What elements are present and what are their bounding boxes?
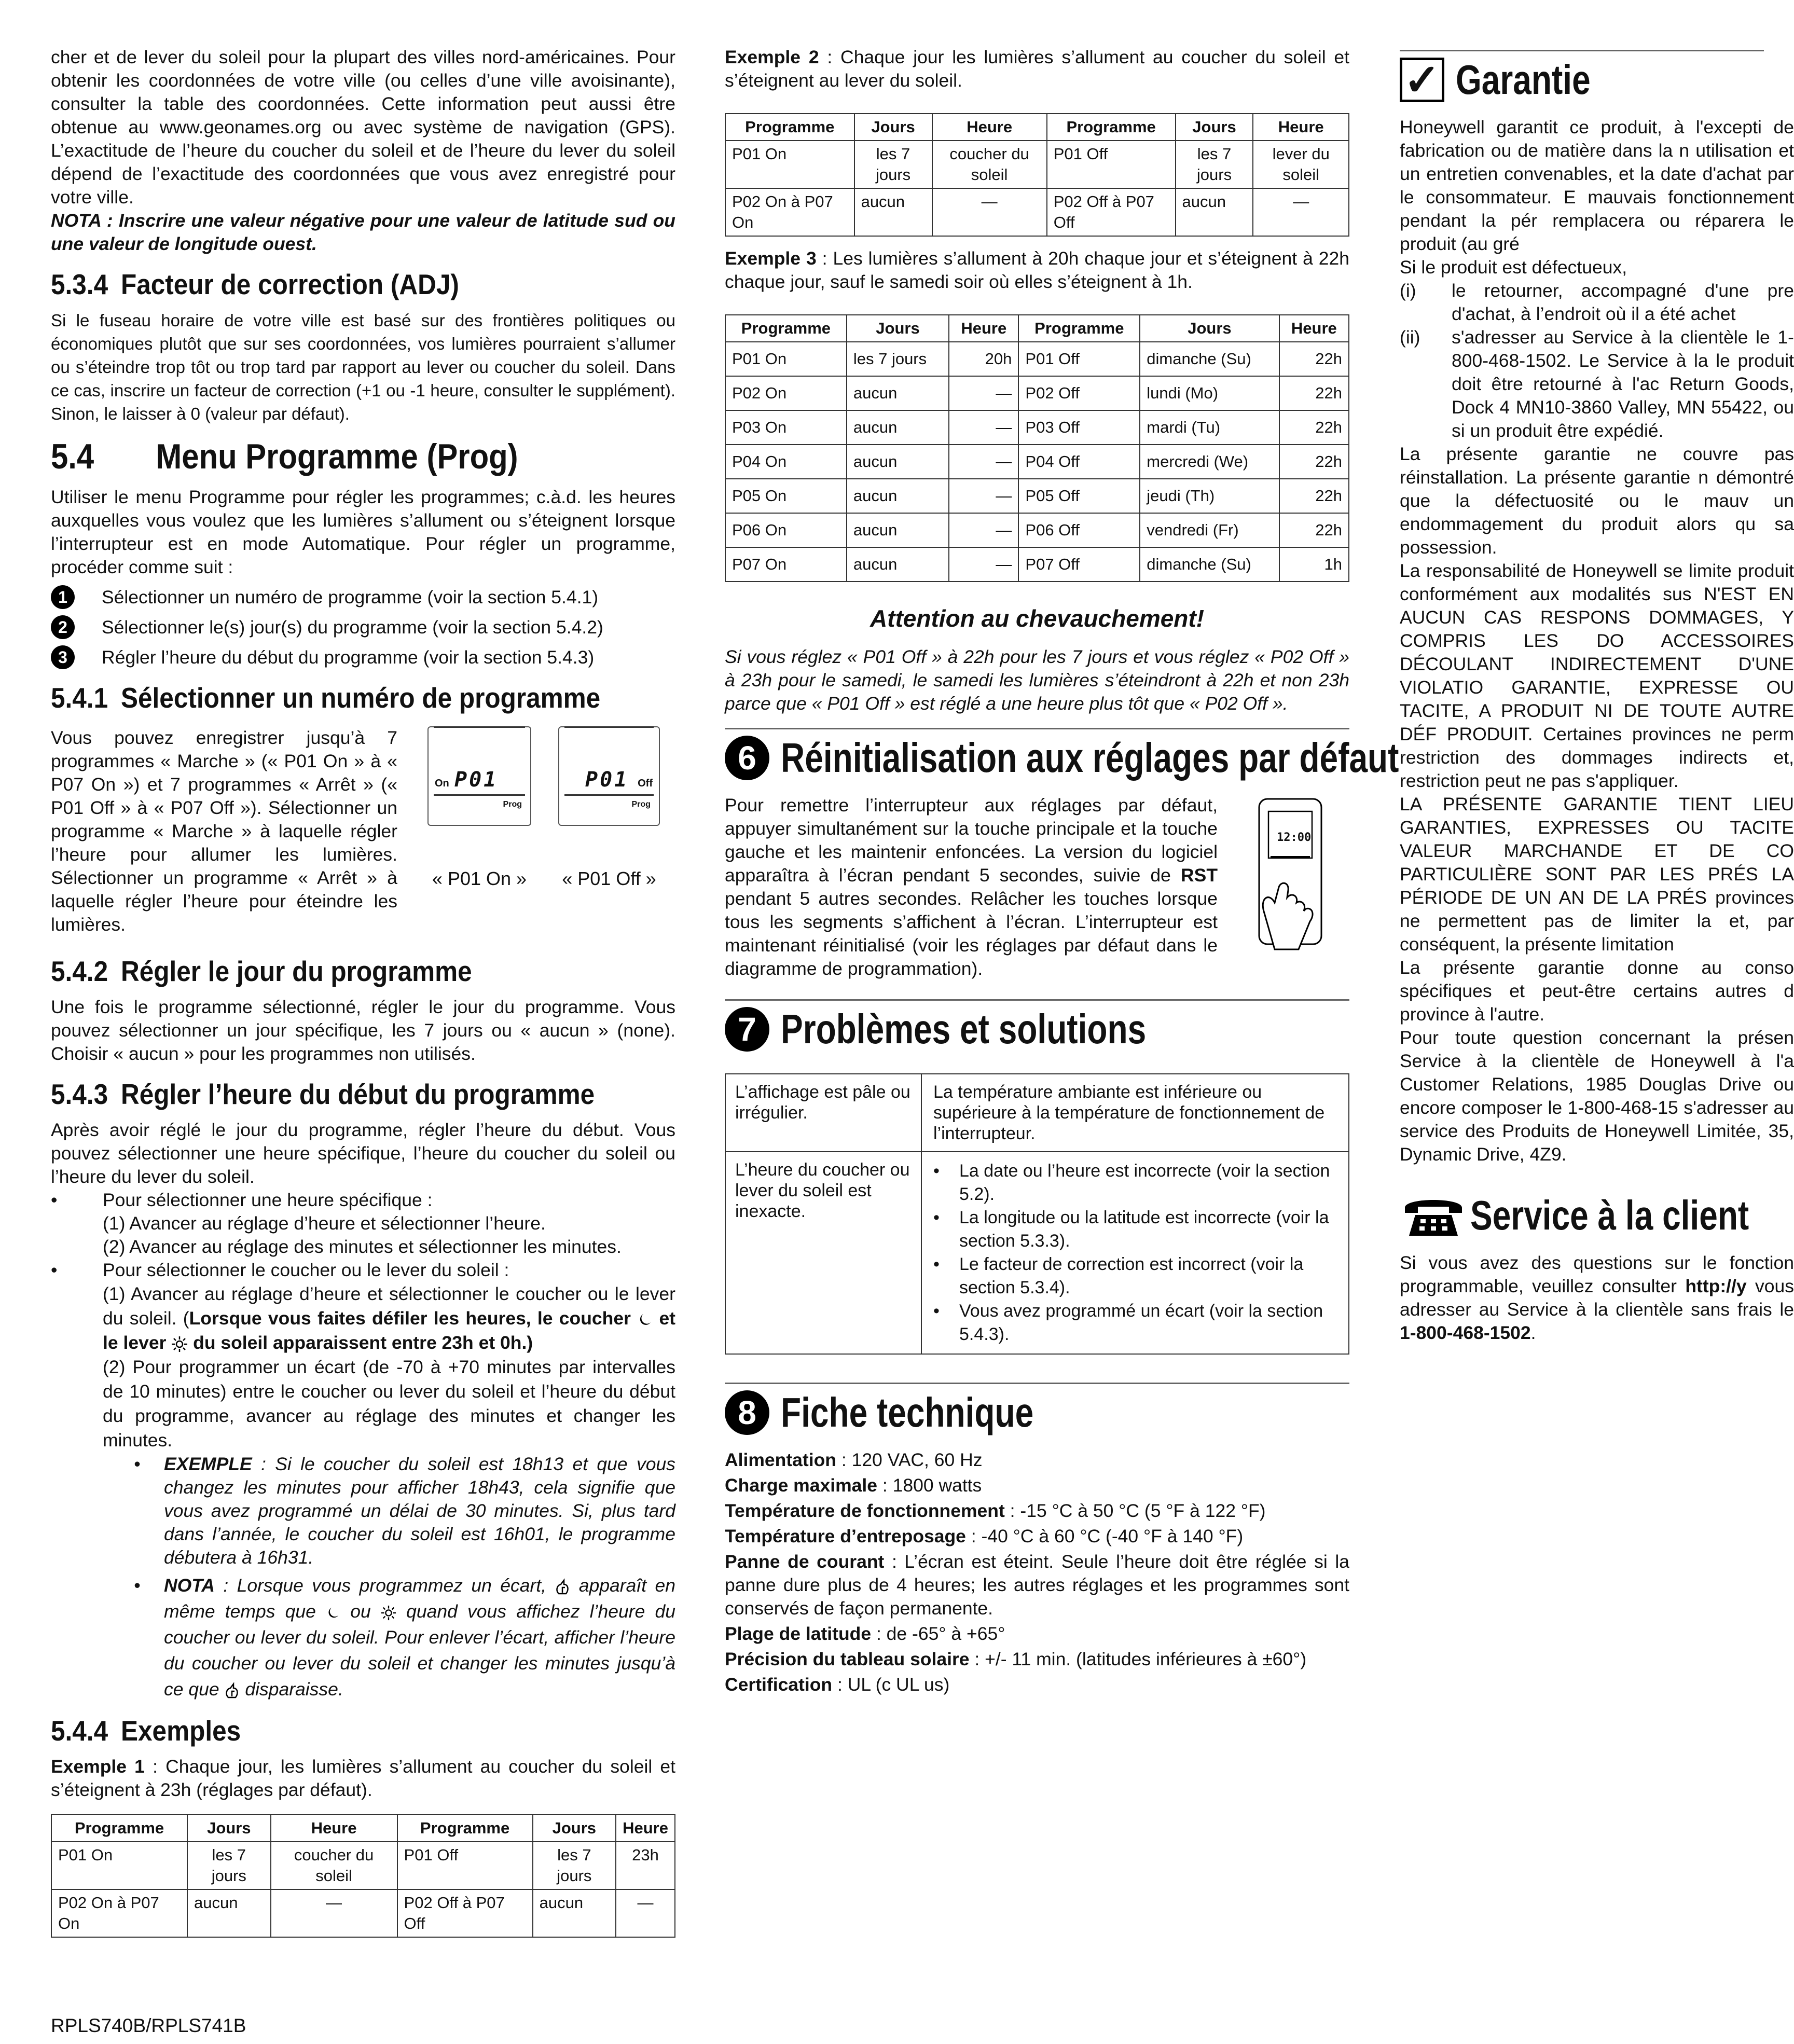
table-row (725, 342, 1349, 376)
warranty-paragraph: La présente garantie ne couvre pas réinstallation. La présente garantie n démontré que la défectuosité ou le mauv un endommagement du produit alors qu sa possession. (1400, 444, 1794, 558)
overlap-warning-title: Attention au chevauchement! (870, 605, 1205, 632)
table-cell: P06 On (725, 513, 847, 547)
table-cell: — (1253, 188, 1349, 236)
table-cell: P01 On (725, 342, 847, 376)
spec-value: : L’écran est éteint. Seule l’heure doit être réglée si la panne dure plus de 4 heures; les autres réglages et les programmes sont conservés de façon permanente. (725, 1551, 1349, 1619)
nota-text: quand vous affichez l’heure du coucher ou lever du soleil. Pour enlever l’écart, afficher l’heure du coucher ou lever du soleil et changer les minutes jusqu’à ce que (164, 1601, 675, 1700)
section-542-text: Une fois le programme sélectionné, régler le jour du programme. Vous pouvez sélectionner un jour spécifique, les 7 jours ou « aucun » (none). Choisir « aucun » pour les programmes non utilisés. (51, 997, 675, 1064)
table-cell: 22h (1279, 513, 1349, 547)
table-cell: — (949, 410, 1018, 445)
solution-text: La date ou l’heure est incorrecte (voir la section 5.2). (959, 1161, 1330, 1204)
device-hand-illustration (1249, 794, 1332, 980)
solution-text: La longitude ou la latitude est incorrecte (voir la section 5.3.3). (959, 1208, 1329, 1251)
rst-label: RST (1181, 865, 1218, 886)
table-cell: P04 Off (1018, 445, 1140, 479)
table-cell: P02 Off à P07 Off (1047, 188, 1176, 236)
table-cell: — (949, 513, 1018, 547)
table-cell: P02 Off (1018, 376, 1140, 410)
table-row (725, 141, 1349, 188)
section-title: Facteur de correction (ADJ) (121, 268, 459, 300)
example-1-table (51, 1814, 675, 1938)
warranty-item (1400, 326, 1794, 443)
bullet-item: • Pour sélectionner une heure spécifique : (51, 1189, 675, 1212)
warranty-paragraph: La responsabilité de Honeywell se limite produit conformément aux modalités sus N'EST EN AUCUN CAS RESPONS DOMMAGES, Y COMPRIS LES DO ACCESSOIRES DÉCOULANT INDIRECTEMENT D'UNE VIOLATIO GARANTIE, EXPRESSE OU TACITE, A PRODUIT NI DE TOUTE AUTRE DÉF PRODUIT. Certaines provinces ne perm restriction des dommages indirects et, restriction peut ne pas s'appliquer. (1400, 560, 1794, 791)
warranty-heading (1400, 50, 1764, 103)
spec-label: Précision du tableau solaire (725, 1649, 970, 1669)
table-header: Heure (616, 1815, 675, 1842)
step-number-icon: 3 (51, 645, 75, 669)
table-cell: aucun (847, 445, 949, 479)
section-6-heading (725, 728, 1399, 781)
step-text: Sélectionner le(s) jour(s) du programme (voir la section 5.4.2) (102, 616, 603, 638)
bullet-item: • Pour sélectionner le coucher ou le lever du soleil : (51, 1259, 675, 1282)
section-8-heading (725, 1383, 1349, 1436)
table-header: Jours (1140, 315, 1279, 342)
nota-label: NOTA (164, 1575, 215, 1596)
lcd-digits: P01 (454, 768, 499, 792)
service-text (1400, 1251, 1794, 1345)
table-cell: P02 Off à P07 Off (397, 1889, 533, 1937)
table-cell: P03 On (725, 410, 847, 445)
section-534-text: Si le fuseau horaire de votre ville est basé sur des frontières politiques ou économiques plutôt que sur ses coordonnées, vos lumières pourraient s’allumer ou s’éteindre trop tôt ou trop tard par rapport au lever ou coucher du soleil. Dans ce cas, inscrire un facteur de correction (+1 ou -1 heure, consulter le supplément). Sinon, le laisser à 0 (valeur par défaut). (51, 311, 675, 423)
item-label: (i) (1400, 280, 1416, 301)
spec-value: : -15 °C à 50 °C (5 °F à 122 °F) (1004, 1500, 1266, 1521)
table-cell: aucun (847, 376, 949, 410)
table-row (725, 1152, 1349, 1354)
table-cell: 22h (1279, 479, 1349, 513)
bullet-line: (1) Avancer au réglage d’heure et sélectionner le coucher ou le lever du soleil. ( (103, 1283, 675, 1329)
bullet-text: Pour sélectionner le coucher ou le lever du soleil : (103, 1260, 509, 1280)
warranty-paragraph: La présente garantie donne au conso spécifiques et peut-être certains autres d province à l'autre. (1400, 957, 1794, 1025)
bullet-text: Pour sélectionner une heure spécifique : (103, 1190, 433, 1210)
column-2 (725, 46, 1399, 1698)
spec-label: Panne de courant (725, 1551, 885, 1572)
spec-item (725, 1499, 1349, 1523)
solution-item: • La longitude ou la latitude est incorrecte (voir la section 5.3.3). (933, 1206, 1337, 1253)
table-cell: 20h (949, 342, 1018, 376)
table-cell: P02 On à P07 On (51, 1889, 187, 1937)
example-label: Exemple 1 (51, 1756, 145, 1777)
example-label: Exemple 2 (725, 47, 819, 67)
warranty-item (1400, 279, 1794, 326)
item-label: (ii) (1400, 327, 1420, 348)
lcd-tag: Prog (631, 800, 651, 809)
step-number-icon: 2 (51, 615, 75, 639)
table-row (725, 376, 1349, 410)
device-hand-icon (1249, 794, 1332, 970)
table-header: Jours (847, 315, 949, 342)
example-1-text (51, 1755, 675, 1802)
table-cell: aucun (854, 188, 932, 236)
lcd-captions (427, 863, 675, 891)
table-cell: jeudi (Th) (1140, 479, 1279, 513)
section-6-body (725, 794, 1349, 980)
spec-label: Température de fonctionnement (725, 1500, 1005, 1521)
spec-value: : +/- 11 min. (latitudes inférieures à ±60°) (969, 1649, 1307, 1669)
example-3-table (725, 314, 1349, 582)
table-cell: 22h (1279, 445, 1349, 479)
table-row (725, 445, 1349, 479)
section-541-heading (51, 680, 613, 716)
nota-text: NOTA : Inscrire une valeur négative pour une valeur de latitude sud ou une valeur de longitude ouest. (51, 210, 675, 254)
intro-paragraph: cher et de lever du soleil pour la plupart des villes nord-américaines. Pour obtenir les coordonnées de votre ville (ou celles d’une ville avoisinante), consulter la table des coordonnées. Cette information peut aussi être obtenue au www.geonames.org ou avec système de navigation (GPS). L’exactitude de l’heure du coucher du soleil et de l’heure du lever du soleil dépend de l’exactitude des coordonnées que vous avez enregistré pour votre ville. (51, 47, 675, 208)
bullet-sub (103, 1282, 675, 1453)
item-text: le retourner, accompagné d'une pre d'achat, à l’endroit où il a été achet (1452, 280, 1794, 324)
text-run: vous adresser au Service à la clientèle sans frais le (1400, 1276, 1794, 1320)
table-row (725, 188, 1349, 236)
item-text: s'adresser au Service à la clientèle le 1-800-468-1502. Le Service à la le produit doit être retourné à l'ac Return Goods, Dock 4 MN10-3860 Valley, MN 55422, ou si un produit être expédié. (1452, 327, 1794, 441)
lcd-digits: P01 (585, 768, 629, 792)
table-cell: aucun (187, 1889, 271, 1937)
section-title: Menu Programme (Prog) (156, 437, 518, 476)
lcd-p01-off (558, 726, 660, 936)
section-541-body (51, 726, 675, 936)
section-title: Régler le jour du programme (121, 955, 472, 987)
table-cell: vendredi (Fr) (1140, 513, 1279, 547)
example-3-text (725, 247, 1349, 294)
moon-icon (326, 1606, 340, 1620)
step-text: Régler l’heure du début du programme (voir la section 5.4.3) (102, 646, 595, 668)
table-header: Jours (854, 114, 932, 141)
section-number: 5.4.2 (51, 955, 108, 987)
text-run: pendant 5 autres secondes. Relâcher les touches lorsque tous les segments s’affichent à l’écran. L’interrupteur est maintenant réinitialisé (voir les réglages par défaut dans le diagramme de programmation). (725, 888, 1218, 979)
table-cell: aucun (1176, 188, 1253, 236)
table-cell: P02 On à P07 On (725, 188, 854, 236)
table-header: Programme (397, 1815, 533, 1842)
spec-value: : -40 °C à 60 °C (-40 °F à 140 °F) (965, 1526, 1244, 1546)
spec-item (725, 1622, 1349, 1646)
table-cell: les 7 jours (187, 1842, 271, 1889)
table-cell: aucun (847, 479, 949, 513)
intro-nota (51, 209, 675, 256)
table-cell: mercredi (We) (1140, 445, 1279, 479)
nota-text: : Lorsque vous programmez un écart, (214, 1575, 547, 1596)
spec-item (725, 1525, 1349, 1548)
section-title: Service à la client (1470, 1192, 1749, 1238)
sub-bullets (134, 1453, 675, 1702)
step-item (51, 615, 675, 639)
section-number: 5.3.4 (51, 268, 108, 300)
bullet-line: (2) Pour programmer un écart (de -70 à +70 minutes par intervalles de 10 minutes) entre le coucher ou lever du soleil et l’heure du début du programme, avancer au réglage des minutes et changer les minutes. (103, 1357, 675, 1451)
lcd-p01-on (427, 726, 531, 936)
spec-item (725, 1550, 1349, 1620)
table-header: Jours (187, 1815, 271, 1842)
table-cell: P04 On (725, 445, 847, 479)
table-cell: 1h (1279, 547, 1349, 582)
troubleshooting-table (725, 1073, 1349, 1355)
table-cell: P01 Off (1018, 342, 1140, 376)
spec-label: Certification (725, 1674, 833, 1695)
table-header: Jours (1176, 114, 1253, 141)
section-number-icon: 8 (725, 1390, 769, 1435)
section-543-heading (51, 1076, 613, 1112)
spec-list (725, 1448, 1349, 1696)
warranty-body (1400, 116, 1794, 1166)
spec-value: : UL (c UL us) (832, 1674, 950, 1695)
warranty-paragraph: Si le produit est défectueux, (1400, 257, 1627, 278)
section-title: Exemples (121, 1715, 241, 1747)
table-cell: — (949, 445, 1018, 479)
section-number: 5.4.4 (51, 1715, 108, 1747)
table-cell: P07 Off (1018, 547, 1140, 582)
solution-text: Le facteur de correction est incorrect (voir la section 5.3.4). (959, 1254, 1304, 1297)
bold-note: et le lever (103, 1308, 676, 1353)
bullet-line: (2) Avancer au réglage des minutes et sélectionner les minutes. (103, 1236, 622, 1257)
service-heading (1400, 1187, 1764, 1239)
warranty-paragraph: LA PRÉSENTE GARANTIE TIENT LIEU GARANTIES, EXPRESSES OU TACITE VALEUR MARCHANDE ET DE CO PARTICULIÈRE SONT PAR LES PRÉS LA PÉRIODE DE UN AN DE LA PRÉS provinces ne permettent pas de limiter la et, par conséquent, la présente limitation (1400, 794, 1794, 955)
table-cell: 22h (1279, 410, 1349, 445)
table-cell: P01 On (51, 1842, 187, 1889)
table-cell: mardi (Tu) (1140, 410, 1279, 445)
offset-icon (555, 1578, 570, 1596)
section-number-icon: 6 (725, 736, 769, 780)
section-title: Garantie (1456, 57, 1591, 103)
warranty-paragraph: Pour toute question concernant la présen Service à la clientèle de Honeywell à l'a Customer Relations, 1985 Douglas Drive ou encore composer le 1-800-468-15 s'adresser au service des Produits de Honeywell Limitée, 35, Dynamic Drive, 4Z9. (1400, 1027, 1794, 1165)
solution-item: • Vous avez programmé un écart (voir la section 5.4.3). (933, 1300, 1337, 1346)
section-title: Sélectionner un numéro de programme (121, 682, 601, 714)
table-cell: aucun (847, 547, 949, 582)
table-cell: aucun (533, 1889, 616, 1937)
example-text: : Chaque jour, les lumières s’allument au coucher du soleil et s’éteignent à 23h (réglages par défaut). (51, 1756, 675, 1800)
table-header: Heure (271, 1815, 397, 1842)
bold-note: Lorsque vous faites défiler les heures, le coucher (189, 1308, 631, 1329)
table-cell: coucher du soleil (932, 141, 1047, 188)
phone-icon (1400, 1192, 1467, 1239)
problem-cell: L’heure du coucher ou lever du soleil est inexacte. (725, 1152, 921, 1354)
table-cell: P03 Off (1018, 410, 1140, 445)
solution-item: • Le facteur de correction est incorrect (voir la section 5.3.4). (933, 1253, 1337, 1300)
table-cell: — (271, 1889, 397, 1937)
table-row (725, 410, 1349, 445)
warranty-paragraph: Honeywell garantit ce produit, à l'excepti de fabrication ou de matière dans la n utilisation et un entretien convenables, et la date d'achat par le consommateur. E mauvais fonctionnement pendant la pér remplacera ou réparera le produit (au gré (1400, 117, 1794, 254)
table-row (725, 1074, 1349, 1152)
phone-number: 1-800-468-1502 (1400, 1322, 1531, 1343)
section-number: 5.4.1 (51, 682, 108, 714)
sun-icon (381, 1605, 396, 1621)
table-cell: les 7 jours (847, 342, 949, 376)
table-header: Jours (533, 1815, 616, 1842)
solution-cell: La température ambiante est inférieure ou supérieure à la température de fonctionnement de l’interrupteur. (921, 1074, 1349, 1152)
nota-text: disparaisse. (245, 1679, 343, 1700)
table-header: Programme (1047, 114, 1176, 141)
table-cell: lundi (Mo) (1140, 376, 1279, 410)
moon-icon (637, 1312, 653, 1328)
example-label: EXEMPLE (164, 1454, 252, 1474)
spec-value: : de -65° à +65° (871, 1623, 1005, 1644)
section-title: Problèmes et solutions (781, 1006, 1147, 1052)
lcd-tag: Prog (503, 800, 522, 809)
table-cell: P01 Off (1047, 141, 1176, 188)
bullet-sub (103, 1212, 675, 1259)
table-cell: aucun (847, 513, 949, 547)
lcd-mode-label: On (435, 778, 449, 789)
lcd-display-icon (558, 726, 660, 826)
table-header: Programme (725, 315, 847, 342)
section-543-text: Après avoir réglé le jour du programme, régler l’heure du début. Vous pouvez sélectionner une heure spécifique, l’heure du coucher du soleil ou l’heure du lever du soleil. (51, 1120, 675, 1187)
example-text: : Les lumières s’allument à 20h chaque jour et s’éteignent à 22h chaque jour, sauf le samedi soir où elles s’éteignent à 1h. (725, 248, 1349, 292)
nota-bullet: • NOTA : Lorsque vous programmez un écart, apparaît en même temps que ou quand vous affichez l’heure du coucher ou lever du soleil. Pour enlever l’écart, afficher l’heure du coucher ou lever du soleil et changer les minutes jusqu’à ce que disparaisse. (134, 1575, 675, 1700)
column-1 (51, 46, 675, 1938)
solution-item: • La date ou l’heure est incorrecte (voir la section 5.2). (933, 1159, 1337, 1206)
lcd-mode-label: Off (638, 778, 653, 789)
steps-list (51, 585, 675, 669)
table-cell: — (949, 547, 1018, 582)
table-cell: P05 On (725, 479, 847, 513)
section-title: Régler l’heure du début du programme (121, 1078, 595, 1110)
section-7-heading (725, 999, 1349, 1053)
spec-value: : 120 VAC, 60 Hz (836, 1449, 983, 1470)
column-3 (1400, 46, 1794, 1345)
section-54-text: Utiliser le menu Programme pour régler les programmes; c.à.d. les heures auxquelles vous voulez que les lumières s’allument ou s’éteignent lorsque l’interrupteur est en mode Automatique. Pour régler un programme, procéder comme suit : (51, 487, 675, 577)
bold-note: du soleil apparaissent entre 23h et 0h.) (193, 1332, 533, 1353)
problem-cell: L’affichage est pâle ou irrégulier. (725, 1074, 921, 1152)
table-cell: P05 Off (1018, 479, 1140, 513)
section-544-heading (51, 1712, 613, 1749)
spec-label: Plage de latitude (725, 1623, 872, 1644)
example-text: : Chaque jour les lumières s’allument au coucher du soleil et s’éteignent au lever du soleil. (725, 47, 1349, 91)
footer-model-number: RPLS740B/RPLS741B (51, 2015, 246, 2036)
table-cell: les 7 jours (533, 1842, 616, 1889)
checkbox-icon: ✓ (1400, 58, 1444, 102)
section-number-icon: 7 (725, 1007, 769, 1052)
bullet-line: (1) Avancer au réglage d’heure et sélectionner l’heure. (103, 1213, 546, 1234)
nota-text: ou (350, 1601, 371, 1622)
spec-item (725, 1648, 1349, 1671)
spec-item (725, 1448, 1349, 1472)
table-header: Heure (1279, 315, 1349, 342)
table-header: Heure (949, 315, 1018, 342)
solution-text: Vous avez programmé un écart (voir la section 5.4.3). (959, 1301, 1323, 1344)
step-item (51, 585, 675, 609)
table-cell: — (616, 1889, 675, 1937)
table-cell: les 7 jours (854, 141, 932, 188)
table-header: Programme (725, 114, 854, 141)
table-cell: 22h (1279, 376, 1349, 410)
example-2-text (725, 46, 1349, 92)
spec-item (725, 1474, 1349, 1497)
example-text: : Si le coucher du soleil est 18h13 et que vous changez les minutes pour afficher 18h43, cela signifie que vous avez programmé un délai de 30 minutes. Si, plus tard dans l’année, le coucher du soleil est 16h01, le programme débutera à 16h31. (164, 1454, 675, 1568)
text-run: Pour remettre l’interrupteur aux réglages par défaut, appuyer simultanément sur la touche principale et la touche gauche et les maintenir enfoncées. La version du logiciel apparaîtra à l’écran pendant 5 secondes, suivie de (725, 795, 1218, 886)
table-cell: dimanche (Su) (1140, 547, 1279, 582)
table-row (725, 479, 1349, 513)
example-label: Exemple 3 (725, 248, 817, 269)
table-cell: 22h (1279, 342, 1349, 376)
table-header: Programme (51, 1815, 187, 1842)
section-6-text (725, 794, 1218, 980)
section-542-heading (51, 953, 613, 989)
table-cell: P02 On (725, 376, 847, 410)
table-cell: P01 Off (397, 1842, 533, 1889)
spec-item (725, 1673, 1349, 1696)
spec-value: : 1800 watts (877, 1475, 982, 1496)
example-2-table (725, 113, 1349, 237)
table-cell: 23h (616, 1842, 675, 1889)
table-row (725, 513, 1349, 547)
step-number-icon: 1 (51, 585, 75, 609)
spec-label: Température d’entreposage (725, 1526, 966, 1546)
spec-label: Charge maximale (725, 1475, 878, 1496)
lcd-display-icon (427, 726, 531, 826)
nota-text: apparaît en même temps que (164, 1575, 675, 1622)
section-number: 5.4 (51, 437, 94, 476)
overlap-warning-text: Si vous réglez « P01 Off » à 22h pour les 7 jours et vous réglez « P02 Off » à 23h pour le samedi, le samedi les lumières s’éteindront à 22h et non 23h parce que « P01 Off » est réglé a une heure plus tôt que « P02 Off ». (725, 646, 1349, 714)
lcd-caption: « P01 On » (432, 868, 527, 889)
solution-cell (921, 1152, 1349, 1354)
table-cell: aucun (847, 410, 949, 445)
sun-icon (171, 1336, 188, 1352)
example-bullet: • EXEMPLE : Si le coucher du soleil est 18h13 et que vous changez les minutes pour afficher 18h43, cela signifie que vous avez programmé un délai de 30 minutes. Si, plus tard dans l’année, le coucher du soleil est 16h01, le programme débutera à 16h31. (134, 1454, 675, 1568)
section-541-text: Vous pouvez enregistrer jusqu’à 7 programmes « Marche » (« P01 On » à « P07 On ») et 7 programmes « Arrêt » (« P01 Off » à « P07 Off »). Sélectionner un programme « Marche » à laquelle régler l’heure pour allumer les lumières. Sélectionner un programme « Arrêt » à laquelle régler l’heure pour éteindre les lumières. (51, 727, 397, 935)
lcd-caption: « P01 Off » (562, 868, 656, 889)
section-54-heading (51, 436, 601, 477)
table-row (51, 1889, 675, 1937)
table-cell: P07 On (725, 547, 847, 582)
device-digits: 12:00 (1277, 831, 1312, 844)
offset-icon (224, 1682, 240, 1700)
table-cell: — (932, 188, 1047, 236)
section-number: 5.4.3 (51, 1078, 108, 1110)
table-row (51, 1842, 675, 1889)
spec-label: Alimentation (725, 1449, 836, 1470)
table-cell: — (949, 479, 1018, 513)
support-link[interactable]: http://y (1685, 1276, 1747, 1296)
table-row (725, 547, 1349, 582)
table-cell: dimanche (Su) (1140, 342, 1279, 376)
table-cell: — (949, 376, 1018, 410)
table-cell: les 7 jours (1176, 141, 1253, 188)
section-534-heading (51, 266, 613, 302)
text-run: Si vous avez des questions sur le fonction programmable, veuillez consulter (1400, 1252, 1794, 1296)
step-text: Sélectionner un numéro de programme (voir la section 5.4.1) (102, 586, 599, 607)
section-title: Réinitialisation aux réglages par défaut (781, 735, 1399, 781)
table-cell: coucher du soleil (271, 1842, 397, 1889)
table-header: Programme (1018, 315, 1140, 342)
step-item (51, 645, 675, 669)
table-header: Heure (1253, 114, 1349, 141)
table-cell: lever du soleil (1253, 141, 1349, 188)
table-header: Heure (932, 114, 1047, 141)
table-cell: P01 On (725, 141, 854, 188)
section-title: Fiche technique (781, 1389, 1034, 1435)
text-run: . (1530, 1322, 1536, 1343)
table-cell: P06 Off (1018, 513, 1140, 547)
